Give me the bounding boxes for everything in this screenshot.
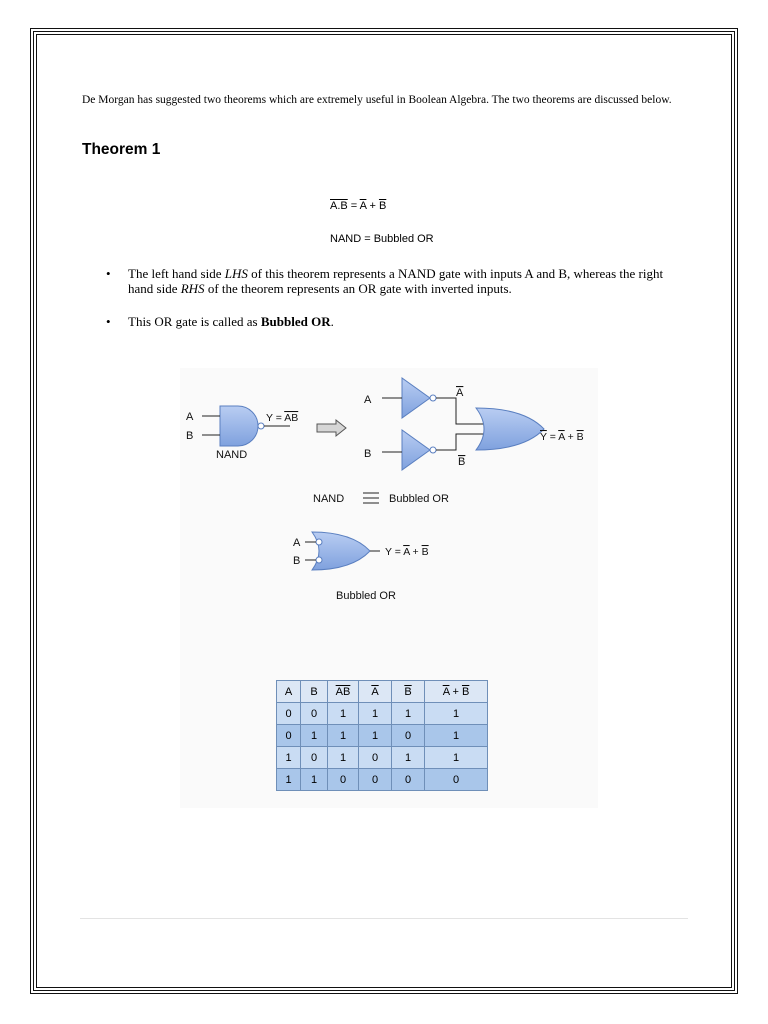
col-header-a-bar-plus-b-bar: $\overline{A} + \overline{B}$ [425,681,488,703]
bullet-dot: • [106,314,111,329]
formula-equals: = [347,200,360,212]
table-cell: 1 [301,725,328,747]
bullet-item-bubbled-or [106,314,666,329]
bullet-text: of this theorem represents a NAND gate with inputs A and B, whereas the right hand side [128,266,664,296]
theorem-formula [330,200,386,212]
table-cell: 1 [392,747,425,769]
theorem-heading: Theorem 1 [82,141,161,158]
nand-input-a-label: A [186,411,194,423]
table-row [277,747,488,769]
bor-input-a-label: A [293,537,301,549]
table-cell: 0 [359,747,392,769]
table-cell: 1 [277,747,301,769]
nand-output-label: Y = AB [266,412,299,424]
footer-divider [80,918,688,919]
table-row [277,725,488,747]
lhs-term: LHS [224,266,248,281]
bullet-item-lhs-rhs [106,266,666,296]
bullet-text: The left hand side [128,266,225,281]
not-b-output-label: B [458,456,466,468]
col-header-a-bar: $\overline{A}$ [359,681,392,703]
bubbled-or-caption: Bubbled OR [336,590,396,602]
equivalence-right-label: Bubbled OR [389,493,449,505]
bor-input-b-label: B [293,555,301,567]
col-header-a: A [277,681,301,703]
table-cell: 1 [328,703,359,725]
bubble-b-icon [316,557,322,563]
theorem-statement: NAND = Bubbled OR [330,233,434,245]
table-cell: 1 [425,703,488,725]
table-cell: 1 [301,769,328,791]
rhs-term: RHS [180,281,205,296]
table-cell: 0 [301,747,328,769]
intro-paragraph: De Morgan has suggested two theorems which are extremely useful in Boolean Algebra. The two theorems are discussed below. [82,94,672,106]
table-cell: 0 [277,725,301,747]
nand-input-b-label: B [186,430,194,442]
table-cell: 1 [359,703,392,725]
formula-lhs: A.B [330,200,348,212]
col-header-b-bar: $\overline{B}$ [392,681,425,703]
truth-table [276,680,488,791]
nand-label: NAND [216,449,248,461]
or-output-label: Y = A + B [540,431,584,443]
col-header-b: B [301,681,328,703]
not-a-input-label: A [364,394,372,406]
table-cell: 0 [328,769,359,791]
table-cell: 0 [392,725,425,747]
not-b-input-label: B [364,448,372,460]
table-cell: 1 [328,725,359,747]
bor-output-label: Y = A + B [385,546,429,558]
col-header-ab-bar: $\overline{AB}$ [328,681,359,703]
table-row [277,769,488,791]
bubbled-or-term: Bubbled OR [260,314,331,329]
table-cell: 1 [425,725,488,747]
table-header-row [277,681,488,703]
formula-a-bar: $\overline{A}$ [359,200,367,212]
bubble-a-icon [316,539,322,545]
bullet-text: This OR gate is called as [128,314,261,329]
table-cell: 0 [392,769,425,791]
table-row [277,703,488,725]
table-cell: 1 [392,703,425,725]
formula-b-bar: $\overline{B}$ [378,200,387,212]
table-cell: 0 [425,769,488,791]
equivalence-left-label: NAND [313,493,345,505]
bullet-text: . [330,314,334,329]
formula-plus: + [366,200,379,212]
bullet-list [106,266,666,347]
not-a-output-label: A [456,387,464,399]
table-cell: 1 [277,769,301,791]
table-cell: 0 [277,703,301,725]
table-cell: 0 [359,769,392,791]
table-cell: 0 [301,703,328,725]
table-cell: 1 [425,747,488,769]
table-cell: 1 [328,747,359,769]
bullet-text: of the theorem represents an OR gate with inverted inputs. [204,281,512,296]
bullet-dot: • [106,266,111,281]
table-cell: 1 [359,725,392,747]
